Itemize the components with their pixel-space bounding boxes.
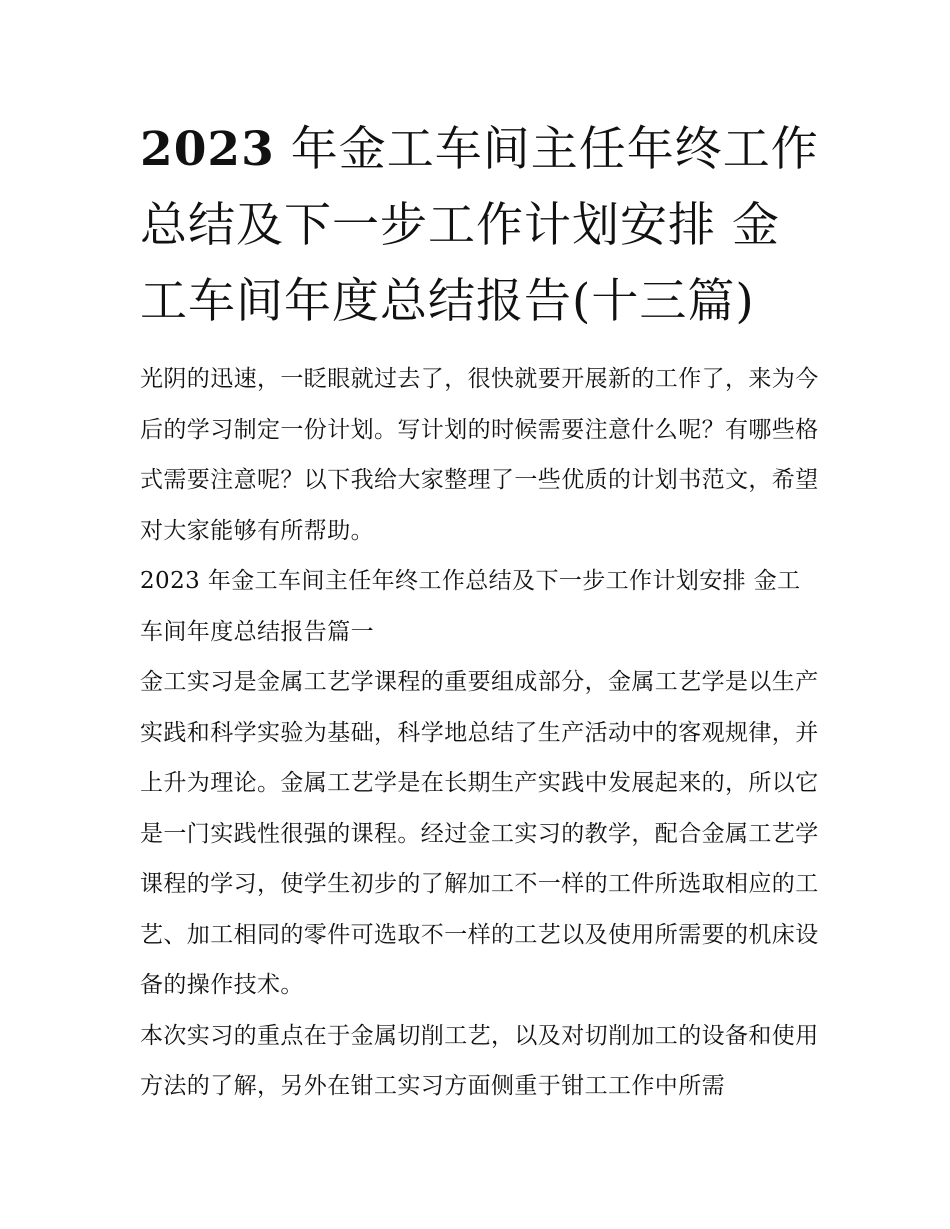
document-title xyxy=(140,112,820,340)
intro-paragraph: 光阴的迅速，一眨眼就过去了，很快就要开展新的工作了，来为今后的学习制定一份计划。写计划的时候需要注意什么呢？有哪些格式需要注意呢？以下我给大家整理了一些优质的计划书范文，希望对大家能够有所帮助。 xyxy=(140,366,819,544)
document-body xyxy=(140,354,820,1112)
section-heading: 2023 年金工车间主任年终工作总结及下一步工作计划安排 金工车间年度总结报告篇一 xyxy=(140,568,801,645)
title-text: 年金工车间主任年终工作总结及下一步工作计划安排 金工车间年度总结报告(十三篇) xyxy=(140,122,819,329)
body-paragraph: 金工实习是金属工艺学课程的重要组成部分，金属工艺学是以生产实践和科学实验为基础，科学地总结了生产活动中的客观规律，并上升为理论。金属工艺学是在长期生产实践中发展起来的，所以它是一门实践性很强的课程。经过金工实习的教学，配合金属工艺学课程的学习，使学生初步的了解加工不一样的工件所选取相应的工艺、加工相同的零件可选取不一样的工艺以及使用所需要的机床设备的操作技术。 xyxy=(140,669,819,998)
body-paragraph: 本次实习的重点在于金属切削工艺，以及对切削加工的设备和使用方法的了解，另外在钳工实习方面侧重于钳工工作中所需 xyxy=(140,1022,819,1099)
title-year: 2023 xyxy=(140,122,275,177)
